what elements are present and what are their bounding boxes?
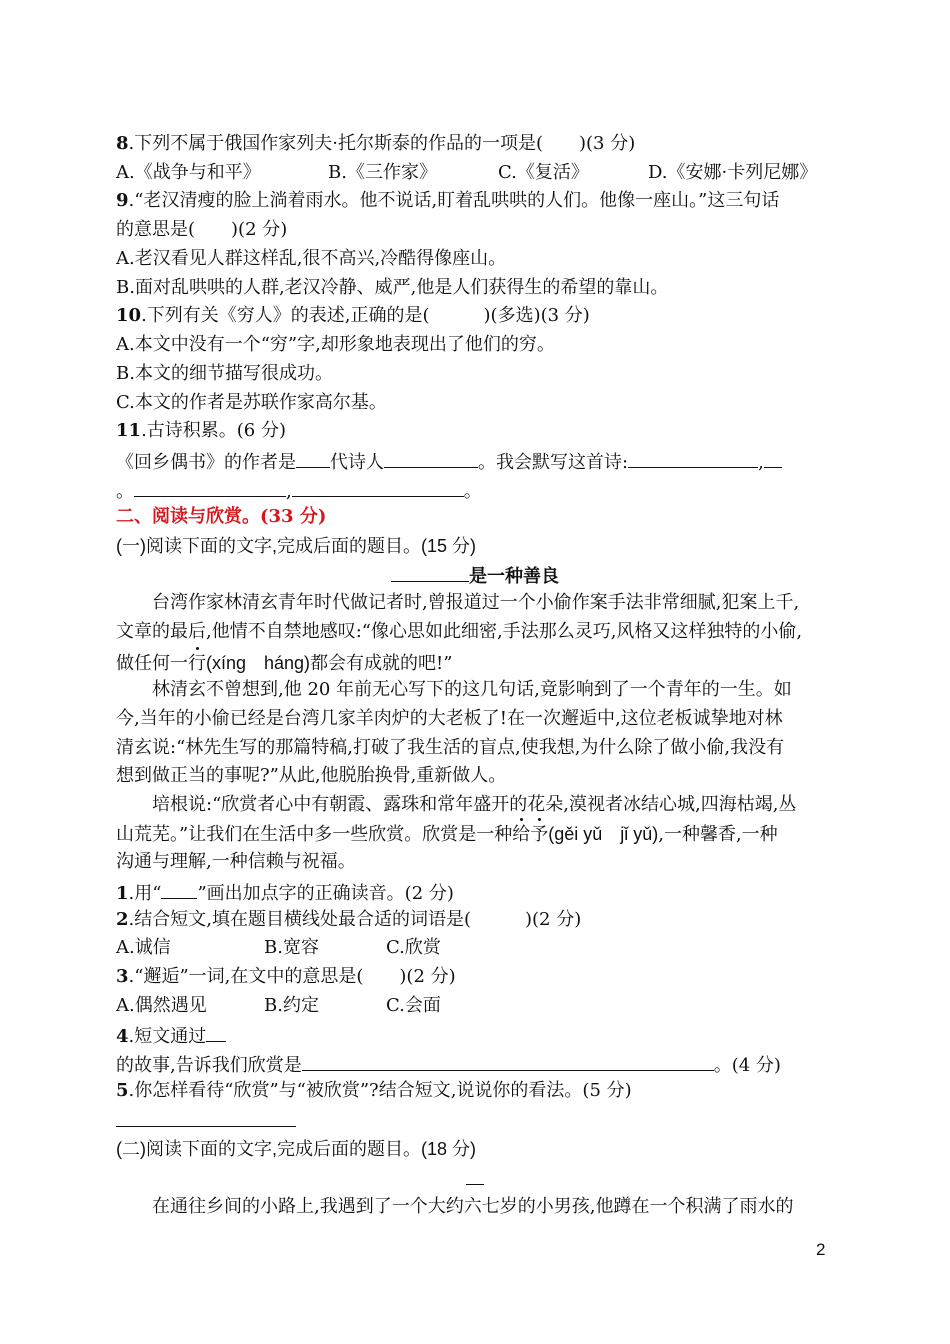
part1-question-3: 3.“邂逅”一词,在文中的意思是( )(2 分) xyxy=(116,966,456,987)
part1-question-2-options xyxy=(116,937,441,959)
passage-line: 沟通与理解,一种信赖与祝福。 xyxy=(116,851,356,872)
answer-blank[interactable] xyxy=(134,478,286,497)
passage-line: 今,当年的小偷已经是台湾几家羊肉炉的大老板了!在一次邂逅中,这位老板诚挚地对林 xyxy=(116,708,783,729)
page-number: 2 xyxy=(816,1240,826,1259)
answer-blank[interactable] xyxy=(296,449,330,468)
part2-title-blank[interactable] xyxy=(466,1184,484,1185)
answer-blank[interactable] xyxy=(384,449,478,468)
q8-option-b: B.《三作家》 xyxy=(328,162,437,183)
part1-question-2: 2.结合短文,填在题目横线处最合适的词语是( )(2 分) xyxy=(116,909,582,930)
q8-option-c: C.《复活》 xyxy=(498,162,589,183)
q2-option-b: B.宽容 xyxy=(264,937,319,958)
question-8: 8.下列不属于俄国作家列夫·托尔斯泰的作品的一项是( )(3 分) xyxy=(116,133,636,154)
passage-line: 培根说:“欣赏者心中有朝霞、露珠和常年盛开的花朵,漠视者冰结心城,四海枯竭,丛 xyxy=(152,794,797,815)
underline-sample xyxy=(161,880,197,899)
part1-question-5: 5.你怎样看待“欣赏”与“被欣赏”?结合短文,说说你的看法。(5 分) xyxy=(116,1080,632,1101)
dotted-char: 予 xyxy=(530,824,549,845)
passage-title: 是一种善良 xyxy=(0,563,950,587)
title-blank[interactable] xyxy=(391,563,469,582)
q2-option-c: C.欣赏 xyxy=(386,937,441,958)
pinyin-choices: (xíng háng) xyxy=(206,653,311,673)
passage-line: 台湾作家林清玄青年时代做记者时,曾报道过一个小偷作案手法非常细腻,犯案上千, xyxy=(152,592,800,613)
part1-question-3-options xyxy=(116,995,441,1017)
passage-line: 文章的最后,他情不自禁地感叹:“像心思如此细密,手法那么灵巧,风格又这样独特的小偷, xyxy=(116,621,803,642)
question-10: 10.下列有关《穷人》的表述,正确的是( )(多选)(3 分) xyxy=(116,305,590,326)
dotted-char: 给 xyxy=(512,824,531,845)
answer-blank[interactable] xyxy=(302,1052,714,1071)
q3-option-c: C.会面 xyxy=(386,995,441,1016)
pinyin-choices: (gěi yǔ jǐ yǔ) xyxy=(548,824,659,844)
q8-option-a: A.《战争与和平》 xyxy=(116,162,261,183)
passage-line: 林清玄不曾想到,他 20 年前无心写下的这几句话,竟影响到了一个青年的一生。如 xyxy=(152,679,792,700)
q10-option-a: A.本文中没有一个“穷”字,却形象地表现出了他们的穷。 xyxy=(116,334,555,355)
question-11-line2: 。 , 。 xyxy=(116,478,482,503)
section-heading: 二、阅读与欣赏。(33 分) xyxy=(116,506,327,527)
q8-option-d: D.《安娜·卡列尼娜》 xyxy=(648,162,818,183)
passage-line: 清玄说:“林先生写的那篇特稿,打破了我生活的盲点,使我想,为什么除了做小偷,我没有 xyxy=(116,737,785,758)
q9-option-a: A.老汉看见人群这样乱,很不高兴,冷酷得像座山。 xyxy=(116,248,507,269)
part2-heading: (二)阅读下面的文字,完成后面的题目。(18 分) xyxy=(116,1139,476,1159)
q2-option-a: A.诚信 xyxy=(116,937,171,958)
answer-line[interactable] xyxy=(116,1126,296,1127)
question-11-line1: 《回乡偶书》的作者是 代诗人 。我会默写这首诗: , xyxy=(116,449,782,474)
part1-question-4: 4.短文通过 xyxy=(116,1023,226,1048)
question-9-line2: 的意思是( )(2 分) xyxy=(116,219,288,240)
answer-blank[interactable] xyxy=(628,449,758,468)
part1-heading: (一)阅读下面的文字,完成后面的题目。(15 分) xyxy=(116,536,476,556)
q3-option-b: B.约定 xyxy=(264,995,319,1016)
question-9: 9.“老汉清瘦的脸上淌着雨水。他不说话,盯着乱哄哄的人们。他像一座山。”这三句话 xyxy=(116,190,780,211)
answer-blank[interactable] xyxy=(292,478,464,497)
question-8-options xyxy=(116,162,817,184)
q10-option-c: C.本文的作者是苏联作家高尔基。 xyxy=(116,392,387,413)
dotted-char: 行 xyxy=(188,653,206,674)
q9-option-b: B.面对乱哄哄的人群,老汉冷静、威严,他是人们获得生的希望的靠山。 xyxy=(116,277,669,298)
passage-line: 在通往乡间的小路上,我遇到了一个大约六七岁的小男孩,他蹲在一个积满了雨水的 xyxy=(152,1196,794,1217)
passage-line: 想到做正当的事呢?”从此,他脱胎换骨,重新做人。 xyxy=(116,765,507,786)
q10-option-b: B.本文的细节描写很成功。 xyxy=(116,363,333,384)
passage-line: 做任何一行(xíng háng)都会有成就的吧!” xyxy=(116,653,453,674)
q3-option-a: A.偶然遇见 xyxy=(116,995,207,1016)
answer-blank[interactable] xyxy=(764,449,782,468)
question-11: 11.古诗积累。(6 分) xyxy=(116,420,287,441)
part1-question-4-line2: 的故事,告诉我们欣赏是 。(4 分) xyxy=(116,1052,781,1077)
passage-line: 山荒芜。”让我们在生活中多一些欣赏。欣赏是一种给予(gěi yǔ jǐ yǔ),一种馨香,一种 xyxy=(116,824,778,845)
answer-blank[interactable] xyxy=(206,1023,226,1042)
part1-question-1: 1.用“ ”画出加点字的正确读音。(2 分) xyxy=(116,880,454,905)
